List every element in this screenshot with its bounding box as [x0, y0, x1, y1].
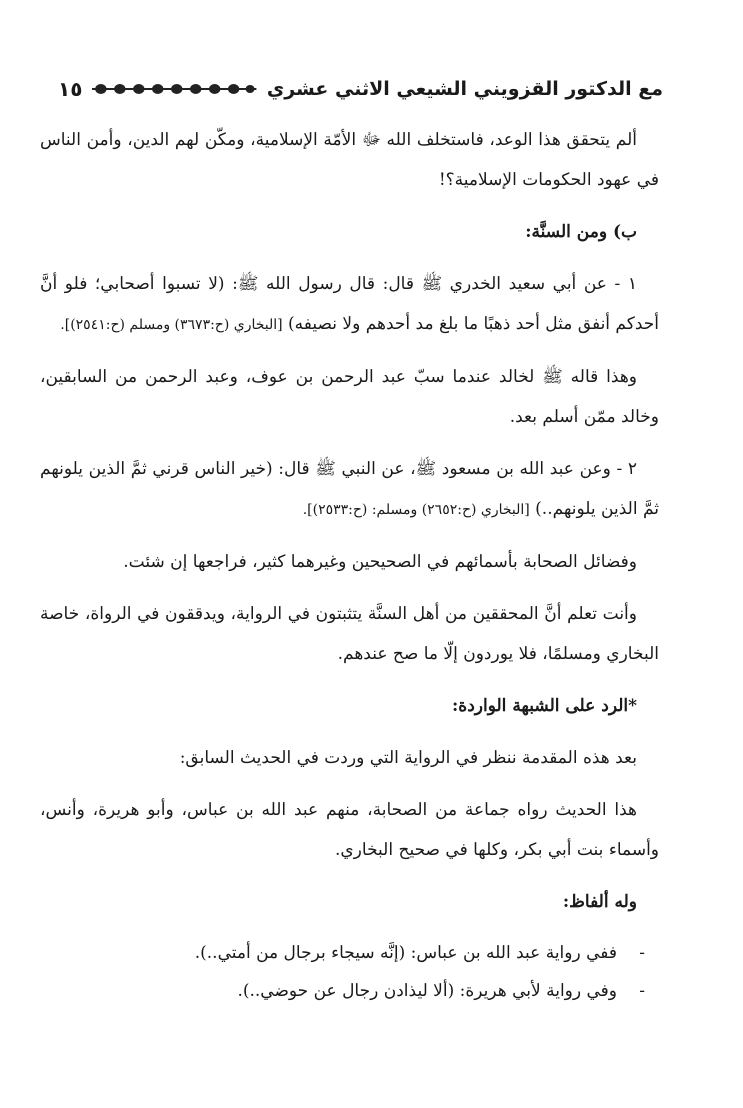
running-header	[58, 72, 663, 106]
paragraph: ألم يتحقق هذا الوعد، فاستخلف الله ﷻ الأمّة الإسلامية، ومكّن لهم الدين، وأمن الناس في عهود الحكومات الإسلامية؟!	[40, 130, 659, 190]
section-heading: *الرد على الشبهة الواردة:	[452, 696, 637, 716]
list-item: - وفي رواية لأبي هريرة: (ألا ليذادن رجال عن حوضي..).	[40, 972, 659, 1010]
paragraph: هذا الحديث رواه جماعة من الصحابة، منهم عبد الله بن عباس، وأبو هريرة، وأنس، وأسماء بنت أبي بكر، وكلها في صحيح البخاري.	[40, 800, 659, 860]
paragraph: وهذا قاله ﷺ لخالد عندما سبّ عبد الرحمن بن عوف، وعبد الرحمن من السابقين، وخالد ممّن أسلم بعد.	[40, 367, 659, 427]
dash-bullet: -	[639, 981, 645, 1001]
citation: [البخاري (ح:٢٦٥٢) ومسلم: (ح:٢٥٣٣)].	[302, 502, 530, 518]
hadith-paragraph: ٢ - وعن عبد الله بن مسعود ﷺ، عن النبي ﷺ قال: (خير الناس قرني ثمَّ الذين يلونهم ثمَّ الذين يلونهم..) [البخاري (ح:٢٦٥٢) ومسلم: (ح:٢٥٣٣)].	[40, 459, 659, 519]
paragraph: وأنت تعلم أنَّ المحققين من أهل السنَّة يتثبتون في الرواية، ويدققون في الرواة، خاصة البخاري ومسلمًا، فلا يوردون إلّا ما صح عندهم.	[40, 604, 659, 664]
header-title: مع الدكتور القزويني الشيعي الاثني عشري	[266, 78, 663, 100]
hadith-paragraph: ١ - عن أبي سعيد الخدري ﷺ قال: قال رسول الله ﷺ: (لا تسبوا أصحابي؛ فلو أنَّ أحدكم أنفق مثل أحد ذهبًا ما بلغ مد أحدهم ولا نصيفه) [البخاري (ح:٣٦٧٣) ومسلم (ح:٢٥٤١)].	[40, 274, 659, 334]
list-item: - ففي رواية عبد الله بن عباس: (إنَّه سيجاء برجال من أمتي..).	[40, 934, 659, 972]
paragraph: بعد هذه المقدمة ننظر في الرواية التي وردت في الحديث السابق:	[179, 748, 637, 768]
page-number: ١٥	[58, 77, 83, 101]
narrations-list	[40, 934, 659, 1010]
decorative-ornament-icon	[92, 81, 256, 97]
paragraph: وفضائل الصحابة بأسمائهم في الصحيحين وغيرهما كثير، فراجعها إن شئت.	[123, 552, 637, 572]
section-heading: ب) ومن السنَّة:	[525, 222, 637, 242]
section-heading: وله ألفاظ:	[562, 892, 637, 912]
citation: [البخاري (ح:٣٦٧٣) ومسلم (ح:٢٥٤١)].	[60, 317, 283, 333]
dash-bullet: -	[639, 943, 645, 963]
body-text	[40, 120, 659, 1010]
